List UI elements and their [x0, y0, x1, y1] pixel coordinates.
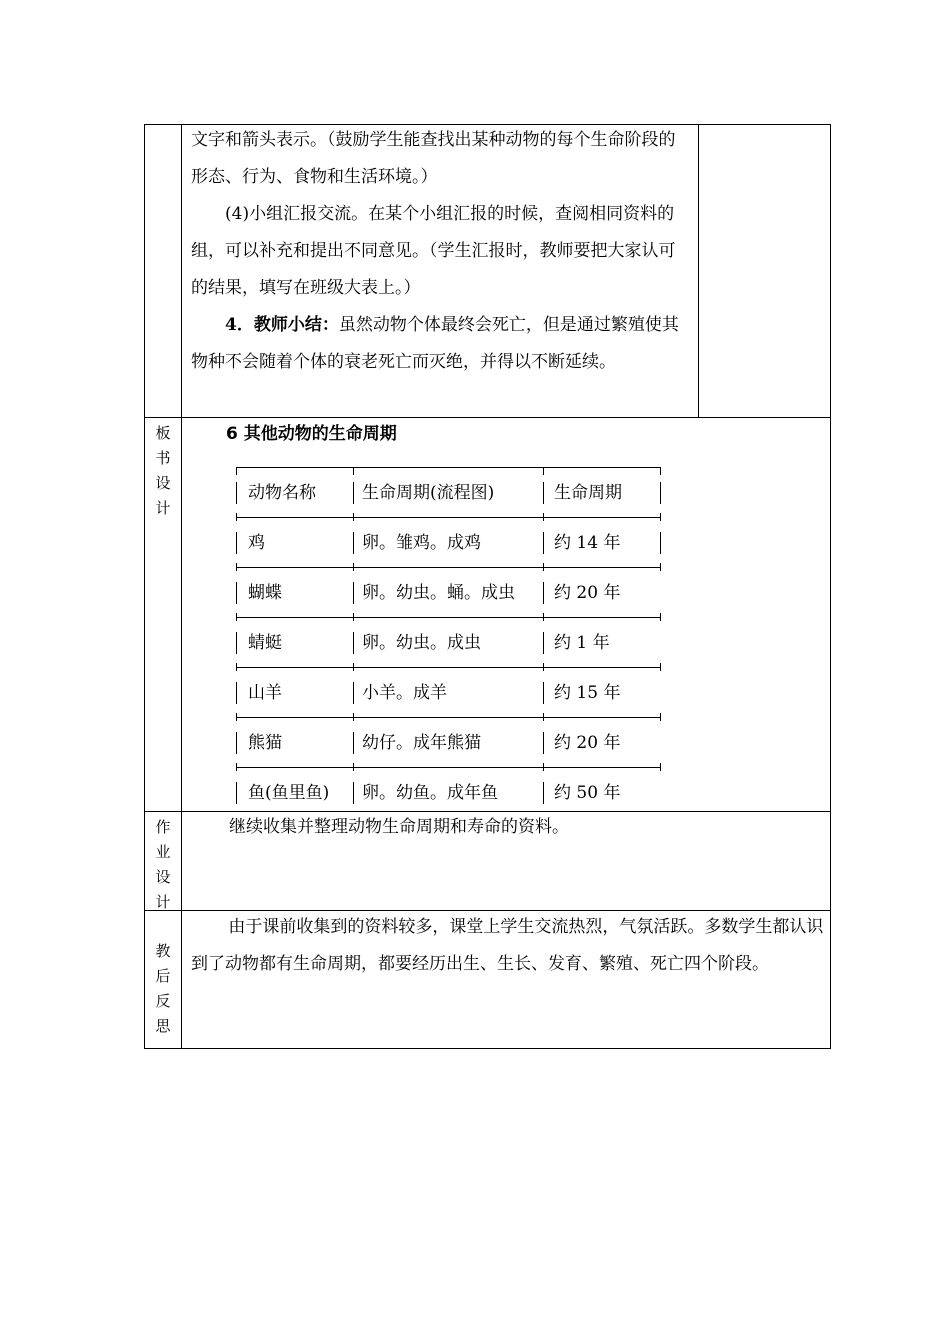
- board-table-cell: 熊猫: [248, 733, 282, 753]
- board-table-cell: 鱼(鱼里鱼): [248, 783, 330, 803]
- board-table-column-separator: [236, 632, 237, 654]
- board-table-cell: 约 1 年: [554, 633, 610, 653]
- summary-paragraph: [191, 307, 691, 381]
- board-table-rule: [236, 717, 660, 718]
- board-table-rule-tick: [236, 663, 237, 671]
- board-table-column-separator: [236, 732, 237, 754]
- board-table-rule-tick: [543, 663, 544, 671]
- board-table-column-separator: [353, 732, 354, 754]
- process-paragraph-2: (4)小组汇报交流。在某个小组汇报的时候，查阅相同资料的组，可以补充和提出不同意见。（学生汇报时，教师要把大家认可的结果，填写在班级大表上。）: [191, 204, 676, 298]
- board-table-cell: 约 20 年: [554, 733, 621, 753]
- board-table-rule-tick: [353, 467, 354, 475]
- board-table-column-separator: [353, 782, 354, 804]
- board-table-rule-tick: [236, 613, 237, 621]
- board-table-rule-tick: [353, 513, 354, 521]
- board-table-cell: 约 20 年: [554, 583, 621, 603]
- board-table-cell: 山羊: [248, 683, 282, 703]
- board-table-cell: 卵。幼鱼。成年鱼: [362, 783, 498, 803]
- board-title: 6 其他动物的生命周期: [226, 424, 397, 444]
- board-table-rule-tick: [353, 613, 354, 621]
- board-table-column-separator: [353, 582, 354, 604]
- board-table-rule-tick: [236, 713, 237, 721]
- board-table-rule-tick: [660, 513, 661, 521]
- board-table-rule-tick: [660, 467, 661, 475]
- board-table-rule-tick: [236, 563, 237, 571]
- board-table-column-separator: [236, 682, 237, 704]
- board-table-rule: [236, 767, 660, 768]
- board-table-rule: [236, 467, 660, 468]
- board-table-rule-tick: [543, 563, 544, 571]
- board-table-column-separator: [543, 582, 544, 604]
- board-table-column-separator: [353, 632, 354, 654]
- board-table-column-separator: [543, 632, 544, 654]
- board-table-rule: [236, 617, 660, 618]
- board-table-rule: [236, 517, 660, 518]
- board-table-column-separator: [543, 682, 544, 704]
- board-table-column-separator: [543, 782, 544, 804]
- board-table-rule-tick: [660, 763, 661, 771]
- notes-column-divider: [698, 124, 699, 417]
- board-table-cell: 约 14 年: [554, 533, 621, 553]
- board-table-rule-tick: [660, 613, 661, 621]
- summary-text: 虽然动物个体最终会死亡，但是通过繁殖使其物种不会随着个体的衰老死亡而灭绝，并得以不断延续。: [191, 315, 679, 372]
- board-table-column-separator: [236, 782, 237, 804]
- board-table-header-cell: 生命周期(流程图): [362, 483, 495, 503]
- reflection-label: 教 后 反 思: [155, 942, 171, 1035]
- board-table-cell: 鸡: [248, 533, 265, 553]
- board-table-cell: 卵。幼虫。蛹。成虫: [362, 583, 515, 603]
- board-table-rule-tick: [236, 763, 237, 771]
- board-table-rule-tick: [353, 663, 354, 671]
- process-paragraph-1: 文字和箭头表示。（鼓励学生能查找出某种动物的每个生命阶段的形态、行为、食物和生活环境。）: [191, 130, 676, 187]
- board-table-column-separator: [236, 532, 237, 554]
- board-table-cell: 约 15 年: [554, 683, 621, 703]
- board-table-header-cell: 动物名称: [248, 483, 316, 503]
- board-table-column-separator: [543, 482, 544, 504]
- board-table-column-separator: [543, 732, 544, 754]
- board-table-column-separator: [543, 532, 544, 554]
- board-table-rule: [236, 667, 660, 668]
- board-table-rule-tick: [543, 763, 544, 771]
- board-table-cell: 约 50 年: [554, 783, 621, 803]
- board-table-column-separator: [353, 682, 354, 704]
- board-table-rule-tick: [543, 613, 544, 621]
- board-design-label: 板 书 设 计: [155, 424, 171, 517]
- board-table-rule-tick: [353, 763, 354, 771]
- board-table-column-separator: [236, 582, 237, 604]
- board-table-cell: 蜻蜓: [248, 633, 282, 653]
- board-table-rule-tick: [353, 563, 354, 571]
- board-table-rule-tick: [543, 713, 544, 721]
- board-table-rule-tick: [660, 563, 661, 571]
- process-text: [191, 122, 691, 381]
- reflection-text: 由于课前收集到的资料较多，课堂上学生交流热烈，气氛活跃。多数学生都认识到了动物都有生命周期，都要经历出生、生长、发育、繁殖、死亡四个阶段。: [191, 917, 824, 974]
- board-table-column-separator: [353, 532, 354, 554]
- board-table-header-cell: 生命周期: [554, 483, 622, 503]
- summary-label: 4．教师小结：: [225, 315, 339, 335]
- board-table-rule-tick: [236, 467, 237, 475]
- board-table-cell: 卵。雏鸡。成鸡: [362, 533, 481, 553]
- homework-text: 继续收集并整理动物生命周期和寿命的资料。: [229, 817, 569, 837]
- board-table-rule-tick: [543, 513, 544, 521]
- board-table-rule-tick: [660, 713, 661, 721]
- row-divider-board: [144, 417, 831, 418]
- board-table-cell: 蝴蝶: [248, 583, 282, 603]
- board-table-column-separator: [353, 482, 354, 504]
- board-table-column-separator: [660, 482, 661, 504]
- board-table-cell: 幼仔。成年熊猫: [362, 733, 481, 753]
- board-table-rule-tick: [660, 663, 661, 671]
- board-table-rule-tick: [236, 513, 237, 521]
- board-table-cell: 卵。幼虫。成虫: [362, 633, 481, 653]
- board-table-cell: 小羊。成羊: [362, 683, 447, 703]
- board-table-rule-tick: [353, 713, 354, 721]
- board-table-rule: [236, 567, 660, 568]
- board-table-column-separator: [236, 482, 237, 504]
- homework-label: 作 业 设 计: [155, 818, 171, 911]
- board-table-column-separator: [660, 532, 661, 554]
- board-table-rule-tick: [543, 467, 544, 475]
- board-table: [236, 467, 660, 803]
